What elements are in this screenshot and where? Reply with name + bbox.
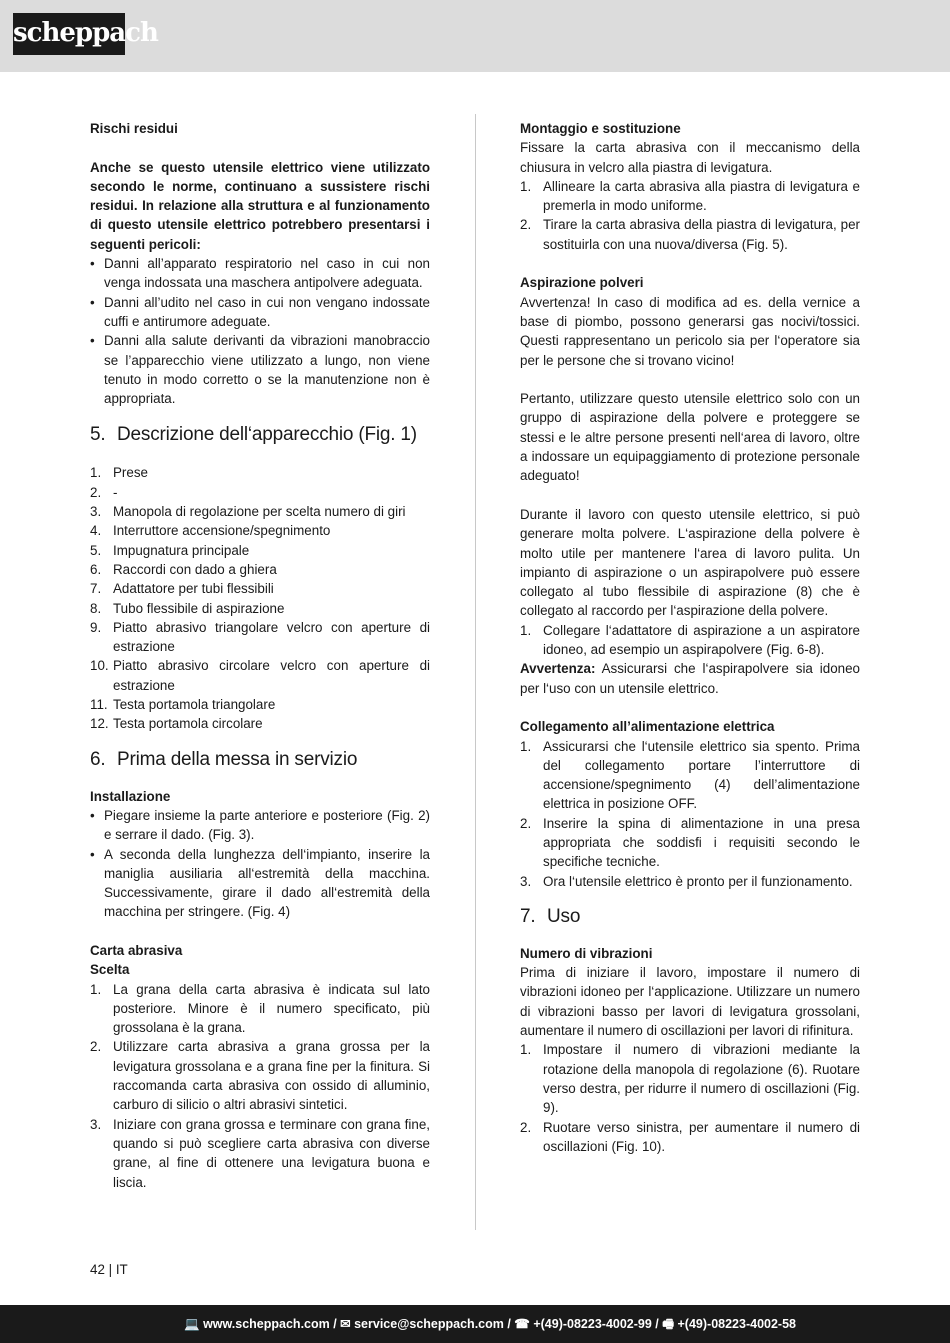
list-item: 3. Ora l‘utensile elettrico è pronto per il funzionamento.	[520, 873, 853, 889]
left-column	[90, 119, 430, 1192]
power-title: Collegamento all’alimentazione elettrica	[520, 719, 775, 735]
list-item: 6. Raccordi con dado a ghiera	[90, 561, 277, 577]
mount-title: Montaggio e sostituzione	[520, 121, 681, 136]
list-item: 5. Impugnatura principale	[90, 542, 250, 558]
list-item: • Danni all’udito nel caso in cui non vengano indossate cuffi e antirumore adeguate.	[90, 293, 430, 332]
scheppach-logo: scheppach	[13, 13, 125, 55]
mount-intro: Fissare la carta abrasiva con il meccanismo della chiusura in velcro alla piastra di levigatura.	[520, 140, 860, 175]
list-item: 2. Ruotare verso sinistra, per aumentare il numero di oscillazioni (Fig. 10).	[520, 1119, 860, 1154]
list-item: • A seconda della lunghezza dell‘impianto, inserire la maniglia ausiliaria all‘estremità della macchina. Successivamente, girare il dado all‘estremità della macchina per stringere. (Fig. 4)	[90, 845, 430, 922]
list-item: 3. Iniziare con grana grossa e terminare con grana fine, quando si può scegliere carta abrasiva con diverse grane, al fine di ottenere una levigatura buona e liscia.	[90, 1116, 430, 1190]
choice-title: Scelta	[90, 962, 130, 978]
dust-note: Avvertenza: Assicurarsi che l‘aspirapolvere sia idoneo per l‘uso con un utensile elettrico.	[520, 661, 860, 696]
list-item: 2. Tirare la carta abrasiva della piastra di levigatura, per sostituirla con una nuova/diversa (Fig. 5).	[520, 217, 860, 252]
list-item: 4. Interruttore accensione/spegnimento	[90, 523, 331, 539]
list-item: • Danni all’apparato respiratorio nel caso in cui non venga indossata una maschera antipolvere adeguata.	[90, 254, 430, 293]
mount-list	[520, 177, 860, 254]
page-header	[0, 0, 950, 72]
section-7-heading: 7. Uso	[520, 905, 581, 927]
vibration-list	[520, 1040, 860, 1156]
column-divider	[475, 114, 476, 1230]
footer-contact: 💻 www.scheppach.com / ✉ service@scheppach.com / ☎ +(49)-08223-4002-99 / 🖷 +(49)-08223-4002-58	[184, 1317, 796, 1331]
list-item: 1. Allineare la carta abrasiva alla piastra di levigatura e premerla in modo uniforme.	[520, 178, 860, 214]
section-5-heading: 5. Descrizione dell‘apparecchio (Fig. 1)	[90, 424, 417, 446]
paper-title: Carta abrasiva	[90, 942, 183, 958]
list-item: 12. Testa portamola circolare	[90, 716, 263, 732]
list-item: 1. Assicurarsi che l‘utensile elettrico sia spento. Prima del collegamento portare l’interruttore di accensione/spegnimento (4) dell’alimentazione elettrica in posizione OFF.	[520, 738, 860, 812]
choice-list	[90, 980, 430, 1192]
section-6-heading: 6. Prima della messa in servizio	[90, 748, 358, 770]
vibration-intro: Prima di iniziare il lavoro, impostare il numero di vibrazioni idoneo per l‘applicazione. Utilizzare un numero di vibrazioni basso per lavori di levigatura grossolani, aumentare il numero di oscillazioni per lavori di rifinitura.	[520, 965, 860, 1039]
dust-paragraph: Durante il lavoro con questo utensile elettrico, si può generare molta polvere. L‘aspirazione della polvere è molto utile per mantenere l‘area di lavoro pulita. Un impianto di aspirazione o un aspirapolvere può essere collegato al tubo flessibile di aspirazione (8) che è collegato al raccordo per l‘aspirazione della polvere.	[520, 506, 860, 619]
risks-title: Rischi residui	[90, 121, 178, 136]
list-item: 3. Manopola di regolazione per scelta numero di giri	[90, 504, 406, 520]
dust-title: Aspirazione polveri	[520, 275, 644, 291]
dust-paragraph: Pertanto, utilizzare questo utensile elettrico solo con un gruppo di aspirazione della polvere e proteggere se stessi e le altre persone presenti nell‘area di lavoro, oltre a indossare un equipaggiamento di protezione personale adeguato!	[520, 391, 860, 484]
list-item: 8. Tubo flessibile di aspirazione	[90, 600, 285, 616]
risks-intro: Anche se questo utensile elettrico viene utilizzato secondo le norme, continuano a sussistere rischi residui. In relazione alla struttura e al funzionamento di questo utensile elettrico potrebbero presentarsi i seguenti pericoli:	[90, 159, 430, 252]
install-list	[90, 806, 430, 922]
vibration-title: Numero di vibrazioni	[520, 945, 653, 961]
dust-warning: Avvertenza! In caso di modifica ad es. della vernice a base di piombo, possono generarsi gas nocivi/tossici. Questi rappresentano un pericolo sia per l‘operatore sia per le persone che si trovano vicino!	[520, 294, 860, 368]
list-item: 2. Inserire la spina di alimentazione in una presa appropriata che soddisfi i requisiti secondo le specifiche tecniche.	[520, 815, 860, 870]
dust-list	[520, 621, 860, 660]
list-item: 1. Prese	[90, 465, 148, 481]
parts-list	[90, 463, 430, 733]
right-column	[520, 119, 860, 1156]
page-footer	[0, 1305, 950, 1343]
list-item: 11. Testa portamola triangolare	[90, 697, 276, 713]
list-item: 2. -	[90, 484, 118, 500]
list-item: • Danni alla salute derivanti da vibrazioni manobraccio se l’apparecchio viene utilizzato a lungo, non viene tenuto in modo corretto o se la manutenzione non è appropriata.	[90, 331, 430, 408]
list-item: 7. Adattatore per tubi flessibili	[90, 581, 274, 597]
page-number: 42 | IT	[90, 1262, 128, 1277]
power-list	[520, 737, 860, 891]
list-item: 10. Piatto abrasivo circolare velcro con aperture di estrazione	[90, 658, 430, 693]
list-item: 1. Impostare il numero di vibrazioni mediante la rotazione della manopola di regolazione (6). Ruotare verso destra, per ridurre il numero di oscillazioni (Fig. 9).	[520, 1042, 860, 1116]
list-item: 1. Collegare l‘adattatore di aspirazione a un aspiratore idoneo, ad esempio un aspirapolvere (Fig. 6-8).	[520, 622, 860, 658]
list-item: 2. Utilizzare carta abrasiva a grana grossa per la levigatura grossolana e a grana fine per la finitura. Si raccomanda carta abrasiva con ossido di alluminio, carburo di silicio o altri abrasivi sintetici.	[90, 1039, 430, 1113]
risks-list	[90, 254, 430, 408]
list-item: • Piegare insieme la parte anteriore e posteriore (Fig. 2) e serrare il dado. (Fig. 3).	[90, 806, 430, 845]
list-item: 9. Piatto abrasivo triangolare velcro con aperture di estrazione	[90, 619, 430, 655]
list-item: 1. La grana della carta abrasiva è indicata sul lato posteriore. Minore è il numero specificato, più grossolana è la grana.	[90, 981, 430, 1036]
install-title: Installazione	[90, 788, 171, 804]
